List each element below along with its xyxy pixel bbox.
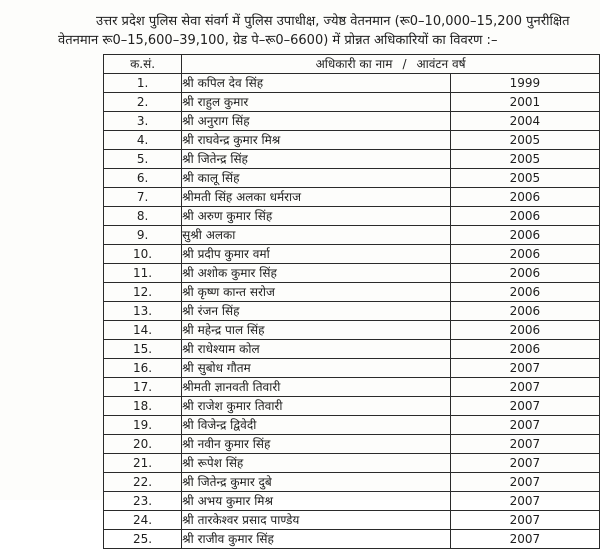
table-row [104,74,600,93]
allotment-year-cell: 2006 [450,264,599,283]
serial-number-cell: 17. [104,378,182,397]
officer-name-cell: श्री अनुराग सिंह [182,112,451,131]
table-row [104,530,600,549]
allotment-year-cell: 1999 [450,74,599,93]
officer-name-cell: श्री महेन्द्र पाल सिंह [182,321,451,340]
table-row [104,93,600,112]
serial-number-cell: 9. [104,226,182,245]
allotment-year-cell: 2006 [450,207,599,226]
officers-table [103,54,600,549]
table-row [104,321,600,340]
table-row [104,492,600,511]
table-body [104,74,600,549]
table-header-row [104,55,600,74]
officer-name-cell: श्रीमती सिंह अलका धर्मराज [182,188,451,207]
allotment-year-cell: 2007 [450,378,599,397]
allotment-year-cell: 2006 [450,245,599,264]
allotment-year-cell: 2006 [450,226,599,245]
allotment-year-cell: 2007 [450,511,599,530]
allotment-year-cell: 2001 [450,93,599,112]
table-row [104,340,600,359]
serial-number-cell: 14. [104,321,182,340]
allotment-year-cell: 2006 [450,321,599,340]
serial-number-cell: 19. [104,416,182,435]
table-row [104,473,600,492]
serial-number-cell: 3. [104,112,182,131]
table-row [104,150,600,169]
table-row [104,188,600,207]
allotment-year-cell: 2007 [450,435,599,454]
officer-name-cell: श्री प्रदीप कुमार वर्मा [182,245,451,264]
table-row [104,454,600,473]
officer-name-cell: श्री अरुण कुमार सिंह [182,207,451,226]
officer-name-cell: श्री कालू सिंह [182,169,451,188]
allotment-year-cell: 2007 [450,530,599,549]
allotment-year-cell: 2005 [450,150,599,169]
table-row [104,511,600,530]
serial-number-cell: 15. [104,340,182,359]
allotment-year-cell: 2006 [450,188,599,207]
serial-number-cell: 11. [104,264,182,283]
serial-number-cell: 20. [104,435,182,454]
officer-name-cell: श्री राधेश्याम कोल [182,340,451,359]
document-heading [58,12,598,50]
officer-name-cell: श्री नवीन कुमार सिंह [182,435,451,454]
officer-name-cell: श्री राहुल कुमार [182,93,451,112]
serial-number-cell: 18. [104,397,182,416]
table-row [104,226,600,245]
serial-number-cell: 21. [104,454,182,473]
table-row [104,264,600,283]
serial-number-cell: 4. [104,131,182,150]
allotment-year-cell: 2005 [450,131,599,150]
serial-number-cell: 2. [104,93,182,112]
heading-line-2: वेतनमान रू0–15,600–39,100, ग्रेड पे–रू0–6600) में प्रोन्नत अधिकारियों का विवरण :– [58,33,498,48]
allotment-year-cell: 2006 [450,302,599,321]
table-row [104,416,600,435]
allotment-year-cell: 2007 [450,473,599,492]
allotment-year-cell: 2007 [450,397,599,416]
officer-name-cell: श्री राघवेन्द्र कुमार मिश्र [182,131,451,150]
officer-name-cell: श्री राजीव कुमार सिंह [182,530,451,549]
officer-name-cell: श्री राजेश कुमार तिवारी [182,397,451,416]
serial-number-cell: 25. [104,530,182,549]
allotment-year-cell: 2006 [450,340,599,359]
officer-name-cell: श्री कृष्ण कान्त सरोज [182,283,451,302]
table-row [104,302,600,321]
serial-number-cell: 24. [104,511,182,530]
table-row [104,112,600,131]
officer-name-cell: सुश्री अलका [182,226,451,245]
officer-name-cell: श्री अभय कुमार मिश्र [182,492,451,511]
allotment-year-cell: 2007 [450,492,599,511]
serial-number-cell: 6. [104,169,182,188]
officer-name-cell: श्रीमती ज्ञानवती तिवारी [182,378,451,397]
table-row [104,207,600,226]
officer-name-cell: श्री कपिल देव सिंह [182,74,451,93]
serial-number-cell: 10. [104,245,182,264]
officer-name-cell: श्री सुबोध गौतम [182,359,451,378]
table-row [104,397,600,416]
serial-number-cell: 13. [104,302,182,321]
table-row [104,169,600,188]
allotment-year-cell: 2007 [450,359,599,378]
allotment-year-cell: 2007 [450,454,599,473]
table-row [104,378,600,397]
table-row [104,131,600,150]
table-row [104,359,600,378]
serial-number-cell: 12. [104,283,182,302]
officer-name-cell: श्री तारकेश्वर प्रसाद पाण्डेय [182,511,451,530]
header-serial: क.सं. [104,55,182,74]
allotment-year-cell: 2005 [450,169,599,188]
serial-number-cell: 16. [104,359,182,378]
serial-number-cell: 7. [104,188,182,207]
officer-name-cell: श्री रंजन सिंह [182,302,451,321]
serial-number-cell: 5. [104,150,182,169]
officer-name-cell: श्री अशोक कुमार सिंह [182,264,451,283]
officer-name-cell: श्री विजेन्द्र द्विवेदी [182,416,451,435]
header-name-year [182,55,600,74]
header-name: अधिकारी का नाम [315,56,393,71]
officer-name-cell: श्री जितेन्द्र सिंह [182,150,451,169]
allotment-year-cell: 2006 [450,283,599,302]
table-row [104,435,600,454]
serial-number-cell: 22. [104,473,182,492]
header-separator: / [402,56,407,71]
officer-name-cell: श्री जितेन्द्र कुमार दुबे [182,473,451,492]
serial-number-cell: 1. [104,74,182,93]
table-row [104,283,600,302]
header-year: आवंटन वर्ष [416,56,466,71]
officer-name-cell: श्री रूपेश सिंह [182,454,451,473]
table-row [104,245,600,264]
serial-number-cell: 8. [104,207,182,226]
serial-number-cell: 23. [104,492,182,511]
allotment-year-cell: 2007 [450,416,599,435]
allotment-year-cell: 2004 [450,112,599,131]
heading-line-1: उत्तर प्रदेश पुलिस सेवा संवर्ग में पुलिस उपाधीक्ष, ज्येष्ठ वेतनमान (रू0–10,000–15,200 पुनरीक्षित [96,14,570,29]
